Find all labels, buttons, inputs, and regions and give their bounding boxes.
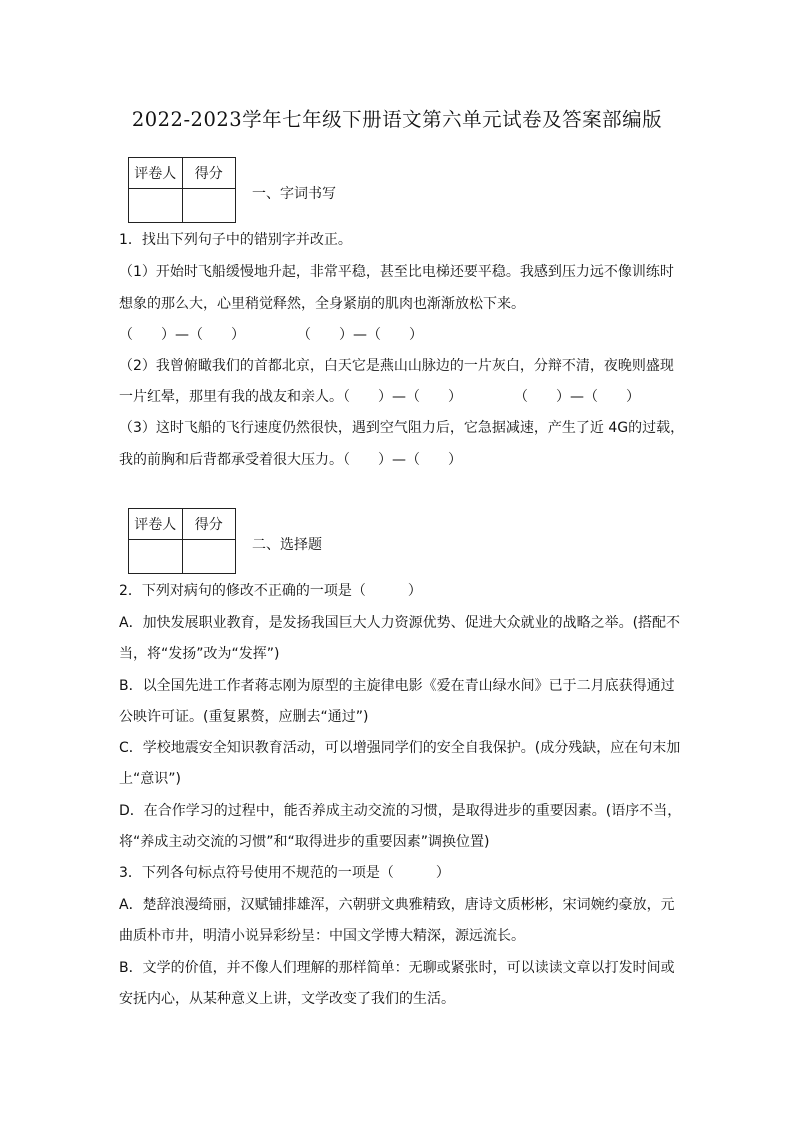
grader-header: 评卷人 (129, 509, 183, 540)
grader-cell[interactable] (129, 189, 183, 223)
answer-blank-d[interactable]: （ ）—（ ） (514, 389, 640, 405)
score-table-2 (128, 508, 236, 574)
answer-blank-e[interactable]: （ ）—（ ） (343, 452, 462, 468)
q1-passage-2-line-2 (119, 387, 679, 407)
q2-option-a-line-1: A．加快发展职业教育，是发扬我国巨大人力资源优势、促进大众就业的战略之举。(搭配不 (119, 615, 681, 631)
answer-blank-a[interactable]: （ ）—（ ） (119, 327, 245, 343)
q2-option-a-line-2: 当，将“发扬”改为“发挥”) (119, 646, 280, 662)
score-cell[interactable] (182, 189, 236, 223)
q2-option-c-line-2: 上“意识”) (119, 771, 181, 787)
answer-blank-c[interactable]: （ ）—（ ） (343, 389, 462, 405)
q1-passage-3-line-2 (119, 450, 679, 470)
q1-passage-1-line-1: （1）开始时飞船缓慢地升起，非常平稳，甚至比电梯还要平稳。我感到压力远不像训练时 (119, 264, 674, 280)
q2-option-c-line-1: C．学校地震安全知识教育活动，可以增强同学们的安全自我保护。(成分残缺，应在句末加 (119, 740, 681, 756)
q1-passage-3-line-1: （3）这时飞船的飞行速度仍然很快，遇到空气阻力后，它急据减速，产生了近 4G的过载， (119, 420, 685, 436)
q1-passage-2-text: 一片红晕，那里有我的战友和亲人。 (119, 389, 343, 405)
q3-option-a-line-1: A．楚辞浪漫绮丽，汉赋铺排雄浑，六朝骈文典雅精致，唐诗文质彬彬，宋词婉约豪放，元 (119, 897, 675, 913)
score-header: 得分 (182, 509, 236, 540)
grader-cell[interactable] (129, 540, 183, 574)
q2-option-d-line-2: 将“养成主动交流的习惯”和“取得进步的重要因素”调换位置) (119, 834, 490, 850)
score-header: 得分 (182, 158, 236, 189)
grader-header: 评卷人 (129, 158, 183, 189)
section-heading-2: 二、选择题 (252, 537, 322, 553)
q2-option-b-line-2: 公映许可证。(重复累赘，应删去“通过”) (119, 709, 369, 725)
score-table-1 (128, 157, 236, 223)
q1-passage-2-line-1: （2）我曾俯瞰我们的首都北京，白天它是燕山山脉边的一片灰白，分辩不清，夜晚则盛现 (119, 358, 674, 374)
q3-option-a-line-2: 曲质朴市井，明清小说异彩纷呈：中国文学博大精深，源远流长。 (119, 928, 525, 944)
q1-passage-3-text: 我的前胸和后背都承受着很大压力。 (119, 452, 343, 468)
q1-passage-1-line-2: 想象的那么大，心里稍觉释然，全身紧崩的肌肉也渐渐放松下来。 (119, 296, 525, 312)
q1-answer-row-1 (119, 325, 679, 345)
q3-option-b-line-1: B．文学的价值，并不像人们理解的那样简单：无聊或紧张时，可以读读文章以打发时间或 (119, 960, 675, 976)
question-3-stem: 3．下列各句标点符号使用不规范的一项是（ ） (119, 865, 450, 881)
score-cell[interactable] (182, 540, 236, 574)
answer-blank-b[interactable]: （ ）—（ ） (297, 327, 423, 343)
section-heading-1: 一、字词书写 (252, 186, 336, 202)
question-1-stem: 1．找出下列句子中的错别字并改正。 (119, 232, 352, 248)
question-2-stem: 2．下列对病句的修改不正确的一项是（ ） (119, 583, 422, 599)
q2-option-d-line-1: D．在合作学习的过程中，能否养成主动交流的习惯，是取得进步的重要因素。(语序不当， (119, 803, 682, 819)
page-title: 2022-2023学年七年级下册语文第六单元试卷及答案部编版 (131, 108, 663, 131)
q3-option-b-line-2: 安抚内心，从某种意义上讲，文学改变了我们的生活。 (119, 991, 455, 1007)
q2-option-b-line-1: B．以全国先进工作者蒋志刚为原型的主旋律电影《爱在青山绿水间》已于二月底获得通过 (119, 678, 675, 694)
